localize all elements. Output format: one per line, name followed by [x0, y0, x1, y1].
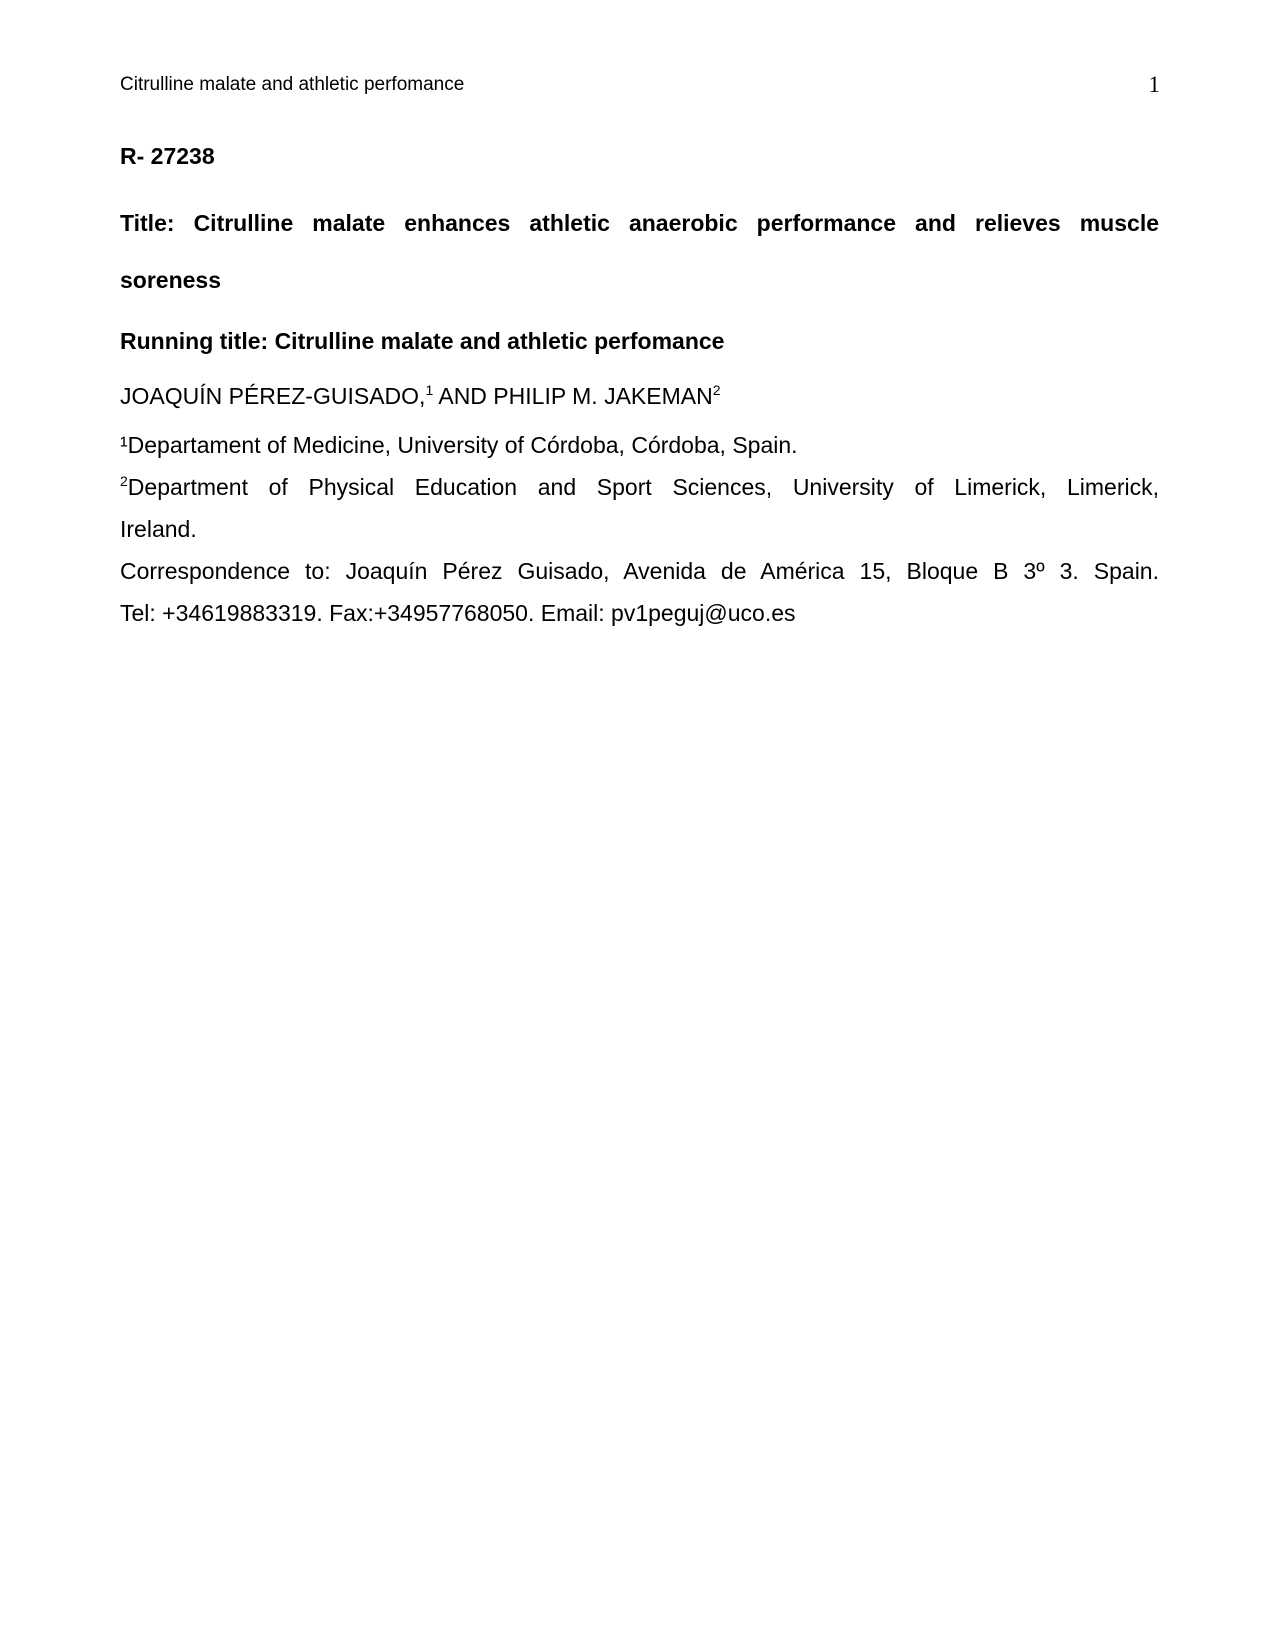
- affiliation-1: ¹Departament of Medicine, University of Córdoba, Córdoba, Spain.: [120, 432, 798, 458]
- affiliation-2-line-2: Ireland.: [120, 516, 197, 542]
- paper-title: [120, 195, 1159, 309]
- affiliation-2-line-1: [120, 466, 1159, 508]
- author-1-name: JOAQUÍN PÉREZ-GUISADO,: [120, 383, 426, 409]
- author-2-name: AND PHILIP M. JAKEMAN: [433, 383, 713, 409]
- title-page-body: [120, 140, 1159, 634]
- running-title: Running title: Citrulline malate and athletic perfomance: [120, 328, 725, 354]
- author-2-affiliation-mark: 2: [712, 382, 721, 398]
- author-list: [120, 382, 1159, 410]
- page-number: 1: [1148, 72, 1160, 97]
- correspondence-line-1: Correspondence to: Joaquín Pérez Guisado, Avenida de América 15, Bloque B 3º 3. Spain.: [120, 558, 1159, 584]
- paper-title-line-1: Title: Citrulline malate enhances athletic anaerobic performance and relieves muscle: [120, 210, 1159, 236]
- correspondence-line-2: Tel: +34619883319. Fax:+34957768050. Email: pv1peguj@uco.es: [120, 600, 796, 626]
- affiliation-2-text: Department of Physical Education and Sport Sciences, University of Limerick, Limerick,: [127, 474, 1159, 500]
- author-1-affiliation-mark: 1: [425, 382, 434, 398]
- paper-title-line-2: soreness: [120, 267, 222, 293]
- manuscript-id: R- 27238: [120, 143, 215, 169]
- affiliation-2-mark: 2: [120, 473, 128, 489]
- running-head: Citrulline malate and athletic perfomance: [120, 74, 465, 95]
